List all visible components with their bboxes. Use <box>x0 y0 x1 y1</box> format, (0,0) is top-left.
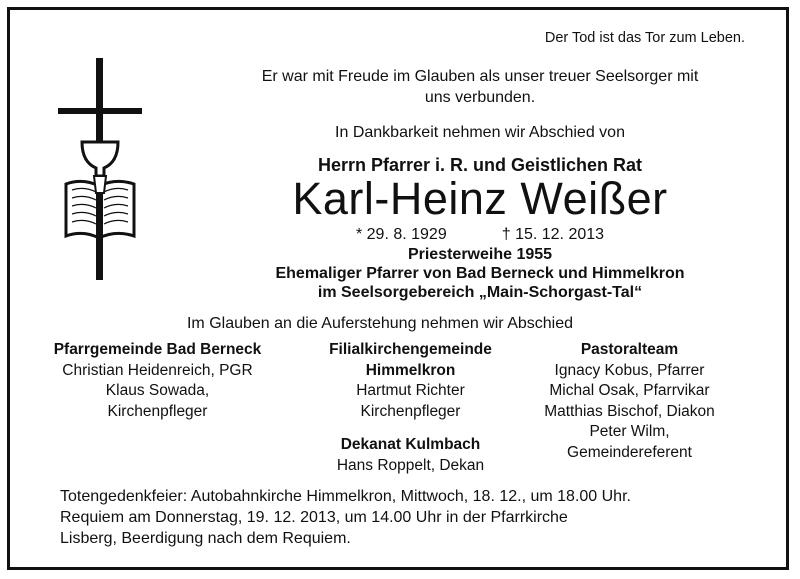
birth-date: * 29. 8. 1929 <box>355 226 447 243</box>
ordination-text: Priesterweihe 1955 <box>407 246 553 263</box>
filial-line: Kirchenpfleger <box>360 402 461 420</box>
service-line-2: Requiem am Donnerstag, 19. 12. 2013, um 14.00 Uhr in der Pfarrkirche <box>60 509 568 526</box>
honorific-title: Herrn Pfarrer i. R. und Geistlichen Rat <box>317 155 643 175</box>
signatory-pastoral <box>512 340 747 463</box>
filial-line: Hartmut Richter <box>356 382 465 399</box>
pastoral-line: Peter Wilm, <box>589 423 670 440</box>
gratitude-text: In Dankbarkeit nehmen wir Abschied von <box>335 124 625 141</box>
signatory-filial <box>293 340 528 476</box>
pastoral-line: Michal Osak, Pfarrvikar <box>549 382 710 399</box>
signatory-parish <box>40 340 275 422</box>
role-line-2: im Seelsorgebereich „Main-Schorgast-Tal“ <box>317 284 643 301</box>
death-date: † 15. 12. 2013 <box>501 226 605 243</box>
filial-heading-1: Filialkirchengemeinde <box>329 341 492 358</box>
pastoral-line: Gemeindereferent <box>567 443 692 461</box>
dekanat-heading: Dekanat Kulmbach <box>340 436 481 453</box>
intro-text <box>230 66 730 108</box>
parish-line: Christian Heidenreich, PGR <box>62 361 253 379</box>
pastoral-line: Matthias Bischof, Diakon <box>544 402 715 420</box>
life-dates <box>230 226 730 244</box>
pastoral-heading: Pastoralteam <box>580 341 679 358</box>
cross-chalice-book-icon <box>58 58 148 283</box>
motto-text: Der Tod ist das Tor zum Leben. <box>544 30 745 46</box>
parish-line: Kirchenpfleger <box>107 402 208 420</box>
service-line-1: Totengedenkfeier: Autobahnkirche Himmelkron, Mittwoch, 18. 12., um 18.00 Uhr. <box>60 488 631 505</box>
intro-line-2: uns verbunden. <box>424 89 536 106</box>
pastoral-line: Ignacy Kobus, Pfarrer <box>554 361 705 379</box>
parish-heading: Pfarrgemeinde Bad Berneck <box>53 341 262 358</box>
parish-line: Klaus Sowada, <box>105 382 210 399</box>
role-line-1: Ehemaliger Pfarrer von Bad Berneck und Himmelkron <box>275 265 685 282</box>
dekanat-line: Hans Roppelt, Dekan <box>336 456 485 474</box>
intro-line-1: Er war mit Freude im Glauben als unser treuer Seelsorger mit <box>261 68 699 85</box>
service-info <box>60 486 631 549</box>
filial-heading-2: Himmelkron <box>365 361 456 379</box>
deceased-name: Karl-Heinz Weißer <box>292 173 668 224</box>
service-line-3: Lisberg, Beerdigung nach dem Requiem. <box>60 530 351 547</box>
resurrection-text: Im Glauben an die Auferstehung nehmen wir Abschied <box>186 315 574 332</box>
